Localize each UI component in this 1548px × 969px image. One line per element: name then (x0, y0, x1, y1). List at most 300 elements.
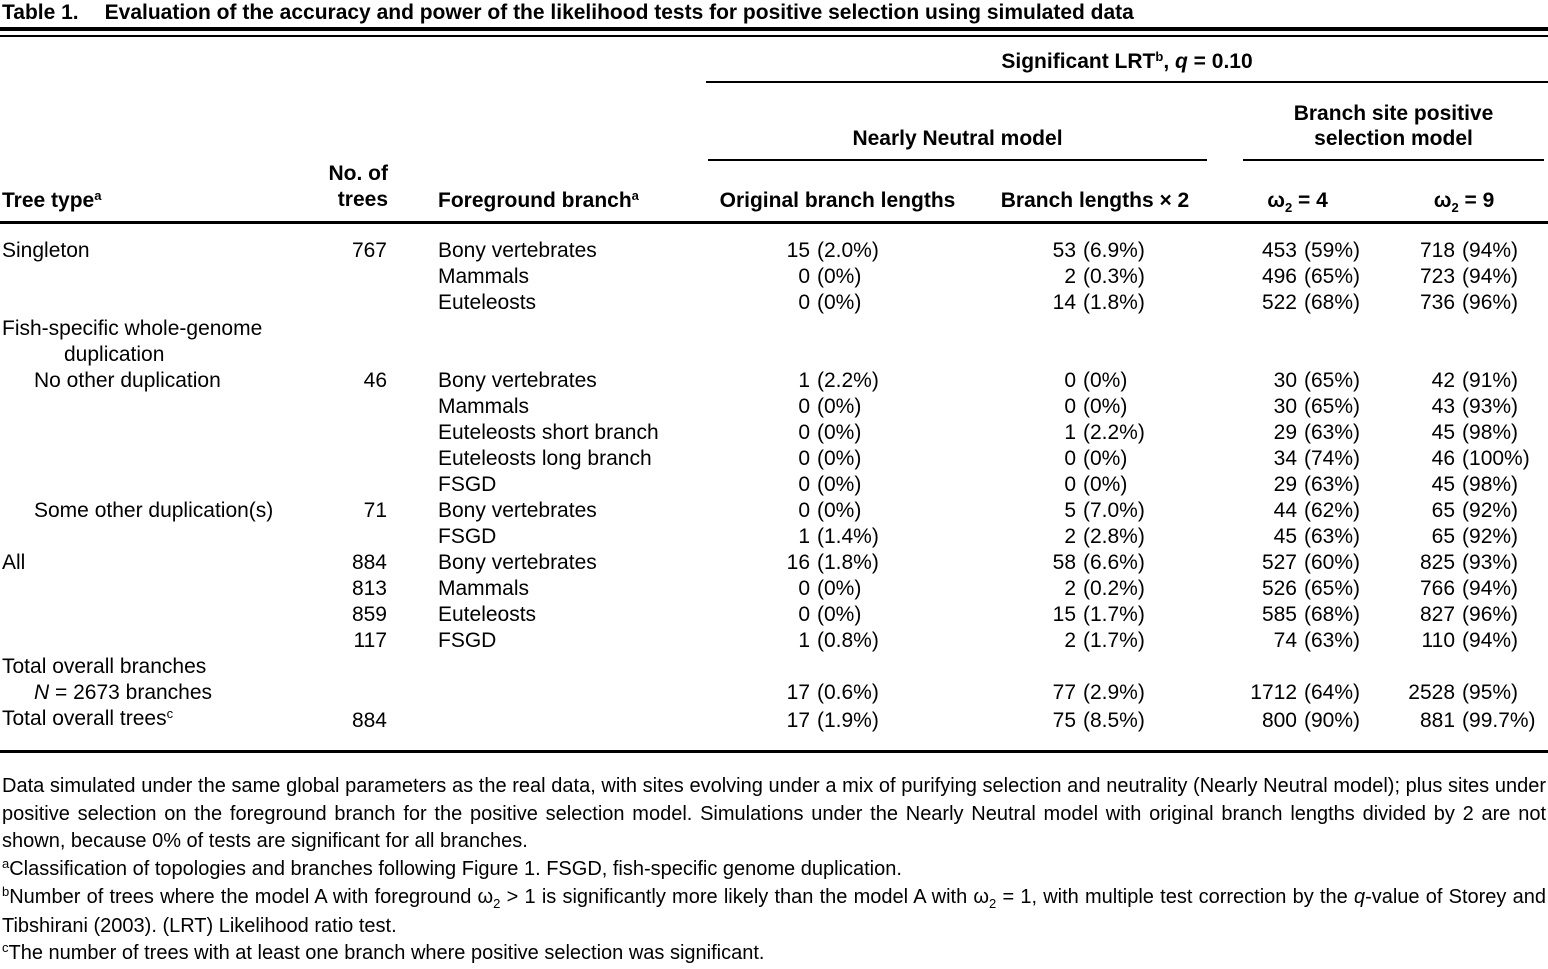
value-cell (1215, 524, 1380, 550)
value-count: 15 (1052, 603, 1076, 626)
table-row (0, 394, 1548, 420)
value-cell (1380, 316, 1548, 342)
value-cell (975, 602, 1215, 628)
value-cell (1215, 498, 1380, 524)
value-percent: (65%) (1304, 265, 1361, 288)
nearly-neutral-cell (700, 83, 1215, 161)
value-count: 2 (1064, 265, 1076, 288)
value-count: 2528 (1408, 681, 1456, 704)
value (1215, 680, 1368, 706)
value-count: 17 (786, 709, 810, 732)
value-percent: (91%) (1462, 369, 1519, 392)
value-cell (700, 368, 975, 394)
value-count: 65 (1431, 525, 1456, 548)
value-percent: (96%) (1462, 291, 1519, 314)
significant-lrt-label: Significant LRT$^b$, q = 0.10 (1001, 49, 1253, 73)
value (975, 602, 1153, 628)
table-title-text: Evaluation of the accuracy and power of the likelihood tests for positive selection using simulated data (104, 1, 1134, 24)
tree-type-cell: All (2, 551, 26, 574)
value-cell (1215, 446, 1380, 472)
value-cell (700, 576, 975, 602)
value-count: 53 (1052, 239, 1076, 262)
tree-type-cell: duplication (64, 343, 165, 366)
value-cell (1215, 628, 1380, 654)
tree-type-cell (0, 576, 318, 602)
value-count: 723 (1419, 265, 1456, 288)
value-count: 0 (798, 447, 810, 470)
value-cell (700, 290, 975, 316)
value-cell (1380, 446, 1548, 472)
value-cell (700, 706, 975, 752)
value (975, 446, 1153, 472)
value-cell (700, 394, 975, 420)
value-count: 496 (1261, 265, 1297, 288)
value-cell (1380, 420, 1548, 446)
value-cell (975, 472, 1215, 498)
num-trees-cell: 46 (363, 369, 387, 392)
tree-type-cell (0, 446, 318, 472)
tree-type-cell (0, 394, 318, 420)
value-count: 526 (1261, 577, 1297, 600)
value-percent: (6.9%) (1083, 239, 1145, 262)
table-body (0, 223, 1548, 752)
num-trees-cell (318, 446, 390, 472)
foreground-branch-cell: Bony vertebrates (438, 239, 597, 262)
value-cell (975, 223, 1215, 265)
value-cell (1215, 264, 1380, 290)
value-cell (1215, 680, 1380, 706)
value-count: 0 (798, 395, 810, 418)
value-cell (700, 420, 975, 446)
value (1215, 394, 1368, 420)
value (1215, 550, 1368, 576)
value-cell (1380, 290, 1548, 316)
value-percent: (0%) (817, 291, 862, 314)
value (1380, 602, 1540, 628)
num-trees-cell (318, 394, 390, 420)
value (700, 680, 887, 706)
footnote-b-text: Number of trees where the model A with foreground $\omega_2 > 1$ is significantly more likely than the model A with $\omega_2 = 1$, with multiple test correction by the q-value of Storey and Tibshirani (2003). (LRT) Likelihood ratio test. (2, 886, 1547, 937)
value-cell (975, 290, 1215, 316)
col-header-no-trees: No. of trees (318, 161, 390, 223)
value (700, 602, 887, 628)
foreground-branch-cell (390, 654, 700, 680)
value-count: 44 (1273, 499, 1297, 522)
value-count: 825 (1419, 551, 1456, 574)
value (975, 472, 1153, 498)
foreground-branch-cell (390, 316, 700, 342)
value (1380, 238, 1540, 264)
tree-type-cell: Total overall trees$^c$ (2, 706, 174, 730)
value-percent: (62%) (1304, 499, 1361, 522)
table-row (0, 264, 1548, 290)
value-count: 45 (1273, 525, 1297, 548)
results-table (0, 37, 1548, 753)
value (975, 420, 1153, 446)
value (1380, 264, 1540, 290)
value-cell (975, 680, 1215, 706)
value-cell (1380, 680, 1548, 706)
value (1380, 472, 1540, 498)
nearly-neutral-group (708, 83, 1207, 161)
table-row (0, 602, 1548, 628)
value-count: 30 (1273, 395, 1297, 418)
num-trees-cell (318, 654, 390, 680)
tree-type-cell (0, 290, 318, 316)
value-percent: (94%) (1462, 239, 1519, 262)
foreground-branch-cell: Euteleosts (438, 291, 537, 314)
value-count: 75 (1052, 709, 1076, 732)
table-row (0, 420, 1548, 446)
value-cell (1215, 602, 1380, 628)
value-count: 110 (1421, 629, 1456, 652)
value (700, 420, 887, 446)
value-cell (700, 628, 975, 654)
value-count: 45 (1431, 421, 1456, 444)
value-count: 14 (1052, 291, 1076, 314)
value-percent: (0.3%) (1083, 265, 1145, 288)
value-cell (1380, 576, 1548, 602)
column-header-row (0, 161, 1548, 223)
value-count: 2 (1064, 629, 1076, 652)
value-count: 29 (1273, 473, 1297, 496)
value-cell (1380, 706, 1548, 752)
value (700, 576, 887, 602)
foreground-branch-cell (390, 680, 700, 706)
value-percent: (0%) (817, 421, 862, 444)
value-percent: (1.7%) (1083, 629, 1145, 652)
value-cell (975, 394, 1215, 420)
value-count: 58 (1052, 551, 1076, 574)
value-cell (975, 550, 1215, 576)
value-percent: (65%) (1304, 369, 1361, 392)
value-percent: (1.9%) (817, 709, 879, 732)
value-cell (1380, 368, 1548, 394)
tree-type-cell (0, 420, 318, 446)
value-cell (700, 316, 975, 342)
value-percent: (68%) (1304, 291, 1361, 314)
table-row (0, 680, 1548, 706)
num-trees-cell: 117 (353, 629, 387, 652)
value-count: 74 (1273, 629, 1297, 652)
value-count: 827 (1419, 603, 1456, 626)
value-count: 46 (1431, 447, 1456, 470)
value-cell (1380, 524, 1548, 550)
value-count: 0 (798, 577, 810, 600)
value-cell (1380, 223, 1548, 265)
value-percent: (8.5%) (1083, 709, 1145, 732)
value (700, 290, 887, 316)
value-cell (1215, 316, 1380, 342)
col-header-branch-lengths-x2: Branch lengths × 2 (975, 161, 1215, 223)
value-cell (700, 264, 975, 290)
value-count: 800 (1261, 709, 1297, 732)
value (700, 498, 887, 524)
value-percent: (63%) (1304, 525, 1361, 548)
value-count: 718 (1419, 239, 1456, 262)
num-trees-cell: 859 (351, 603, 387, 626)
value-count: 65 (1431, 499, 1456, 522)
table-header (0, 37, 1548, 223)
foreground-branch-cell (390, 342, 700, 368)
value-percent: (0%) (1083, 369, 1128, 392)
value-count: 17 (786, 681, 810, 704)
value-count: 2 (1064, 525, 1076, 548)
value (975, 576, 1153, 602)
value-cell (1380, 498, 1548, 524)
value-percent: (0%) (817, 473, 862, 496)
num-trees-cell: 884 (351, 551, 387, 574)
table-row (0, 524, 1548, 550)
value (700, 550, 887, 576)
value-percent: (63%) (1304, 473, 1361, 496)
value-cell (975, 524, 1215, 550)
value-cell (1215, 394, 1380, 420)
value-percent: (2.0%) (817, 239, 879, 262)
value-count: 15 (786, 239, 810, 262)
value-percent: (94%) (1462, 577, 1519, 600)
value (975, 264, 1153, 290)
value-percent: (98%) (1462, 421, 1519, 444)
num-trees-cell (318, 290, 390, 316)
value-percent: (0.6%) (817, 681, 879, 704)
value-percent: (1.7%) (1083, 603, 1145, 626)
value-count: 0 (1064, 473, 1076, 496)
value-count: 0 (798, 603, 810, 626)
value (1380, 394, 1540, 420)
footnote-b-marker: b (2, 884, 10, 899)
value (975, 628, 1153, 654)
value (975, 524, 1153, 550)
value-cell (700, 342, 975, 368)
value (1380, 550, 1540, 576)
num-trees-cell (318, 524, 390, 550)
value-percent: (2.9%) (1083, 681, 1145, 704)
value-percent: (65%) (1304, 395, 1361, 418)
value-count: 766 (1419, 577, 1456, 600)
value-cell (1215, 706, 1380, 752)
value-count: 585 (1261, 603, 1297, 626)
value (1380, 498, 1540, 524)
value-cell (975, 446, 1215, 472)
value-cell (700, 654, 975, 680)
table-row (0, 628, 1548, 654)
value-cell (700, 602, 975, 628)
value (1215, 498, 1368, 524)
table-row (0, 576, 1548, 602)
group-header-row (0, 83, 1548, 161)
value-count: 42 (1431, 369, 1456, 392)
value-cell (1215, 368, 1380, 394)
value-percent: (99.7%) (1462, 709, 1536, 732)
value (975, 498, 1153, 524)
value (975, 368, 1153, 394)
foreground-branch-cell: FSGD (438, 473, 497, 496)
value-count: 1 (798, 525, 810, 548)
value-count: 0 (798, 421, 810, 444)
value-cell (975, 342, 1215, 368)
value-percent: (1.8%) (817, 551, 879, 574)
table-row (0, 550, 1548, 576)
foreground-branch-cell: Mammals (438, 265, 530, 288)
value (1215, 628, 1368, 654)
value-cell (700, 223, 975, 265)
value-percent: (93%) (1462, 395, 1519, 418)
num-trees-cell (318, 472, 390, 498)
tree-type-cell (0, 524, 318, 550)
value (975, 238, 1153, 264)
value-cell (700, 524, 975, 550)
tree-type-cell (0, 602, 318, 628)
value-percent: (90%) (1304, 709, 1361, 732)
foreground-branch-cell: Euteleosts (438, 603, 537, 626)
value (1380, 628, 1540, 654)
value-count: 0 (798, 291, 810, 314)
value-count: 30 (1273, 369, 1297, 392)
value-percent: (0%) (817, 395, 862, 418)
value-percent: (0.2%) (1083, 577, 1145, 600)
value (1215, 524, 1368, 550)
value-percent: (7.0%) (1083, 499, 1145, 522)
value-percent: (93%) (1462, 551, 1519, 574)
foreground-branch-cell: Mammals (438, 395, 530, 418)
value-percent: (100%) (1462, 447, 1530, 470)
value (1380, 420, 1540, 446)
value-count: 16 (786, 551, 810, 574)
value-percent: (95%) (1462, 681, 1519, 704)
col-header-original-branch-lengths: Original branch lengths (700, 161, 975, 223)
value-percent: (60%) (1304, 551, 1361, 574)
num-trees-cell (318, 316, 390, 342)
value-percent: (65%) (1304, 577, 1361, 600)
value-count: 45 (1431, 473, 1456, 496)
value (1380, 368, 1540, 394)
num-trees-cell (318, 264, 390, 290)
value (700, 708, 887, 734)
value-cell (700, 446, 975, 472)
value-count: 1 (1064, 421, 1076, 444)
value-cell (1215, 223, 1380, 265)
value (1215, 264, 1368, 290)
value-count: 0 (1064, 447, 1076, 470)
value (700, 264, 887, 290)
value (1215, 472, 1368, 498)
value-count: 736 (1419, 291, 1456, 314)
value-cell (1215, 290, 1380, 316)
footnotes (0, 773, 1548, 969)
tree-type-cell (0, 264, 318, 290)
value-cell (1215, 654, 1380, 680)
value-count: 0 (1064, 369, 1076, 392)
value-cell (1215, 576, 1380, 602)
value (975, 550, 1153, 576)
value (1380, 680, 1540, 706)
table-title (0, 0, 1548, 26)
value-cell (1380, 264, 1548, 290)
value-cell (975, 706, 1215, 752)
significant-lrt-group (706, 37, 1548, 83)
value-cell (1380, 602, 1548, 628)
num-trees-cell: 813 (351, 577, 387, 600)
value-cell (975, 264, 1215, 290)
value (1380, 524, 1540, 550)
value (1215, 368, 1368, 394)
value-cell (700, 680, 975, 706)
value-count: 77 (1052, 681, 1076, 704)
value-percent: (0%) (1083, 473, 1128, 496)
value-cell (975, 576, 1215, 602)
value (700, 446, 887, 472)
value-cell (975, 316, 1215, 342)
value-count: 453 (1261, 239, 1297, 262)
value-percent: (0%) (817, 603, 862, 626)
value-cell (1380, 342, 1548, 368)
footnote-a-marker: a (2, 855, 10, 871)
value (700, 394, 887, 420)
foreground-branch-cell: Euteleosts long branch (438, 447, 652, 470)
value-cell (1380, 550, 1548, 576)
value-count: 0 (798, 265, 810, 288)
value-count: 43 (1431, 395, 1456, 418)
span-header-cell (700, 37, 1548, 83)
col-header-omega2-4: $\omega_2 = 4$ (1215, 161, 1380, 223)
table-row (0, 472, 1548, 498)
table-row (0, 342, 1548, 368)
foreground-branch-cell: FSGD (438, 525, 497, 548)
value-count: 0 (1064, 395, 1076, 418)
value (1215, 238, 1368, 264)
value-percent: (92%) (1462, 525, 1519, 548)
tree-type-cell: Singleton (2, 239, 90, 262)
value-percent: (2.2%) (817, 369, 879, 392)
value (700, 238, 887, 264)
value-count: 0 (798, 473, 810, 496)
value-cell (700, 472, 975, 498)
foreground-branch-cell: FSGD (438, 629, 497, 652)
table-row (0, 368, 1548, 394)
value (1380, 446, 1540, 472)
value-count: 1 (798, 629, 810, 652)
value-cell (1380, 628, 1548, 654)
value-cell (975, 368, 1215, 394)
value-count: 2 (1064, 577, 1076, 600)
num-trees-cell (318, 342, 390, 368)
value-cell (1215, 420, 1380, 446)
footnote-intro: Data simulated under the same global parameters as the real data, with sites evolving under a mix of purifying selection and neutrality (Nearly Neutral model); plus sites under positive selection on the foreground branch for the positive selection model. Simulations under the Nearly Neutral model with original branch lengths divided by 2 are not shown, because 0% of tests are significant for all branches. (2, 775, 1546, 852)
foreground-branch-cell: Euteleosts short branch (438, 421, 659, 444)
value (975, 290, 1153, 316)
value-cell (700, 498, 975, 524)
value-cell (975, 420, 1215, 446)
value-percent: (0.8%) (817, 629, 879, 652)
tree-type-cell: Fish-specific whole-genome (2, 317, 263, 340)
value (1215, 420, 1368, 446)
table-row (0, 498, 1548, 524)
value-cell (1380, 394, 1548, 420)
value-percent: (6.6%) (1083, 551, 1145, 574)
value-percent: (96%) (1462, 603, 1519, 626)
tree-type-cell: N = 2673 branches (34, 681, 213, 704)
value-percent: (98%) (1462, 473, 1519, 496)
num-trees-cell: 884 (351, 709, 387, 732)
value (700, 524, 887, 550)
num-trees-cell (318, 420, 390, 446)
value (1215, 290, 1368, 316)
span-header-row (0, 37, 1548, 83)
footnote-b (2, 884, 1546, 940)
value-count: 29 (1273, 421, 1297, 444)
value-count: 5 (1064, 499, 1076, 522)
